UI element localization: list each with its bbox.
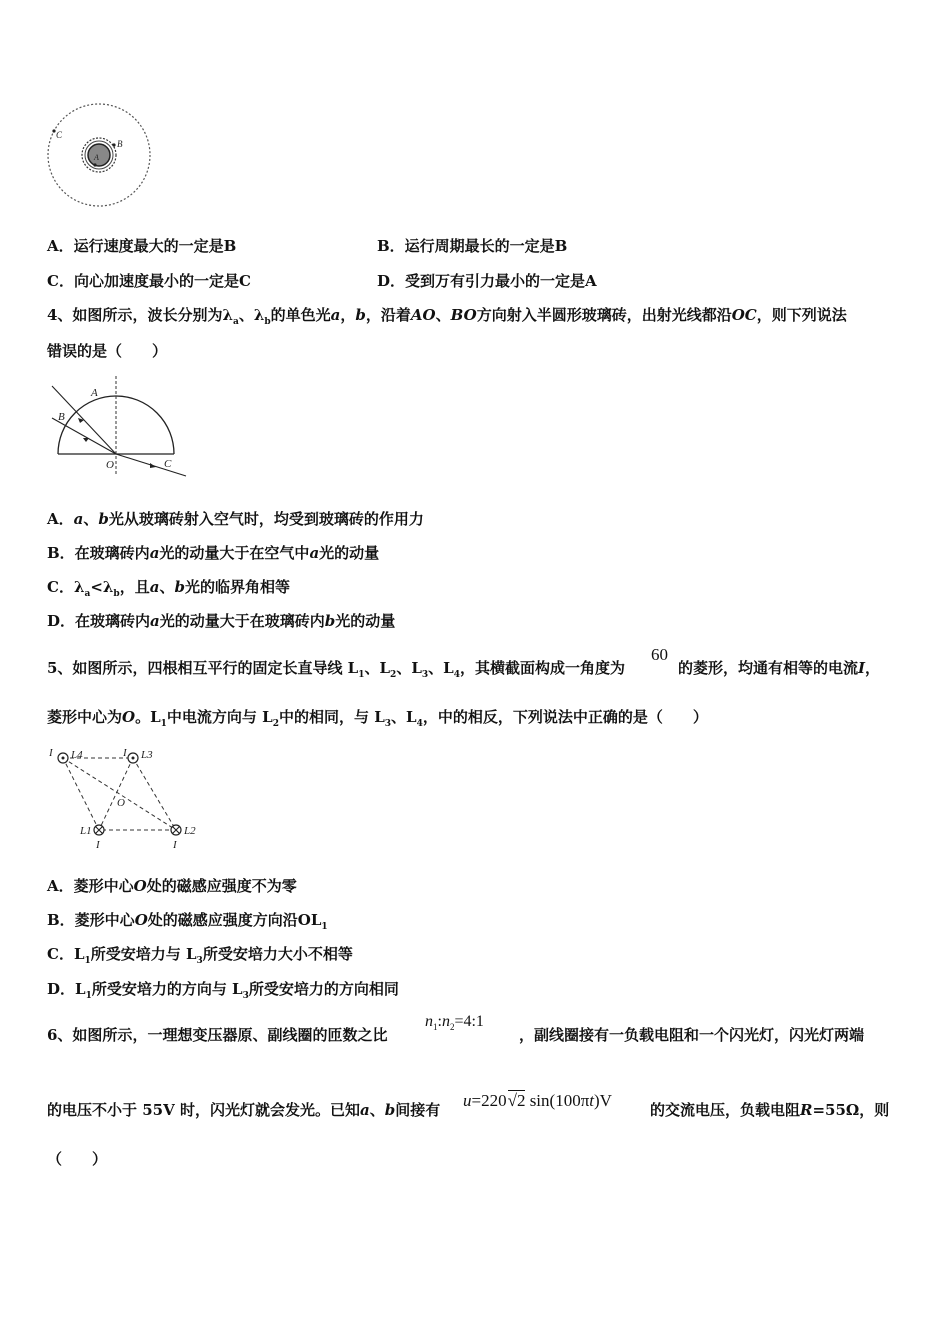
q6-stem-line2: 的电压不小于 55V 时，闪光灯就会发光。已知a、b间接有 xyxy=(47,1101,441,1119)
q5-stem-line1: 5、如图所示，四根相互平行的固定长直导线 $L_1$、$L_2$、$L_3$、$L_4$，其横截面构成一角度为 xyxy=(47,659,625,680)
q6-stem-line1-end: ，副线圈接有一负载电阻和一个闪光灯，闪光灯两端 xyxy=(519,1026,865,1044)
q4-option-a: A．a、b光从玻璃砖射入空气时，均受到玻璃砖的作用力 xyxy=(47,510,424,528)
q3-option-a: A．运行速度最大的一定是B xyxy=(47,237,237,255)
q6-turns-ratio: $n_1:n_2=4:1$ xyxy=(425,1013,484,1033)
q4-label-b: B xyxy=(58,411,65,423)
q4-option-c: C．$\lambda_a<\lambda_b$，且a、b光的临界角相等 xyxy=(47,578,290,599)
q5-stem-line2: 菱形中心为O。$L_1$中电流方向与 $L_2$中的相同，与 $L_3$、$L_4$，中的相反，下列说法中正确的是（ ） xyxy=(47,708,708,729)
q6-stem-line1: 6、如图所示，一理想变压器原、副线圈的匝数之比 xyxy=(47,1026,388,1044)
q5-option-c: C．$L_1$所受安培力与 $L_3$所受安培力大小不相等 xyxy=(47,945,353,966)
q5-label-i-l4: I xyxy=(49,747,53,759)
q3-label-c: C xyxy=(56,130,63,140)
q6-answer-blank: （ ） xyxy=(47,1150,108,1168)
q5-stem-line1-end: 的菱形，均通有相等的电流I， xyxy=(678,659,881,677)
q4-glass-figure xyxy=(44,372,190,482)
q5-option-b: B．菱形中心O处的磁感应强度方向沿$OL_1$ xyxy=(47,911,328,932)
q4-stem-line2: 错误的是（ ） xyxy=(47,342,168,360)
q3-option-d: D．受到万有引力最小的一定是A xyxy=(377,272,597,290)
q3-label-a: A xyxy=(94,153,99,162)
q4-label-a: A xyxy=(91,387,98,399)
q3-orbit-figure xyxy=(44,100,156,212)
q5-label-l2: L2 xyxy=(184,825,196,837)
q5-label-l1: L1 xyxy=(80,825,92,837)
q5-label-o: O xyxy=(117,797,125,809)
q3-label-b: B xyxy=(117,139,123,149)
q3-option-b: B．运行周期最长的一定是B xyxy=(377,237,568,255)
q4-stem-line1: 4、如图所示，波长分别为$\lambda_a$、$\lambda_b$的单色光a，b，沿着AO、BO方向射入半圆形玻璃砖，出射光线都沿OC，则下列说法 xyxy=(47,306,847,327)
q5-option-d: D．$L_1$所受安培力的方向与 $L_3$所受安培力的方向相同 xyxy=(47,980,399,1001)
q5-label-i-l1: I xyxy=(96,839,100,851)
q6-voltage-equation: u=220√2 sin(100πt)V xyxy=(463,1091,612,1110)
q5-angle-value: 60 xyxy=(651,645,668,664)
q3-option-c: C．向心加速度最小的一定是C xyxy=(47,272,251,290)
q5-label-i-l2: I xyxy=(173,839,177,851)
q6-stem-line2-end: 的交流电压，负载电阻R=55Ω，则 xyxy=(650,1101,890,1119)
q4-label-o: O xyxy=(106,459,114,471)
q5-label-l4: L4 xyxy=(71,749,83,761)
q4-label-c: C xyxy=(164,458,172,470)
q5-option-a: A．菱形中心O处的磁感应强度不为零 xyxy=(47,877,297,895)
q4-option-d: D．在玻璃砖内a光的动量大于在玻璃砖内b光的动量 xyxy=(47,612,396,630)
q5-label-i-l3: I xyxy=(123,747,127,759)
q5-label-l3: L3 xyxy=(141,749,153,761)
q5-rhombus-figure xyxy=(44,742,204,852)
q4-option-b: B．在玻璃砖内a光的动量大于在空气中a光的动量 xyxy=(47,544,380,562)
